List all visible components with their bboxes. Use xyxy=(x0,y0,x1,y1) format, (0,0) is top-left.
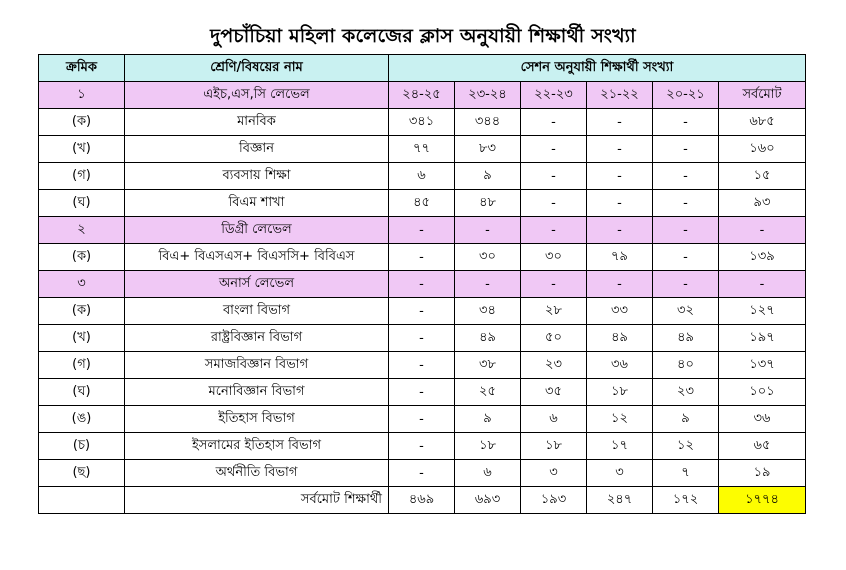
value-cell: ৬৫ xyxy=(719,433,806,460)
total-cell: ৪৬৯ xyxy=(389,487,455,514)
value-cell: ৩০ xyxy=(455,244,521,271)
value-cell: ৩৩ xyxy=(587,298,653,325)
total-cell: ১৯৩ xyxy=(521,487,587,514)
section-row xyxy=(39,271,806,298)
value-cell: ৩৬ xyxy=(587,352,653,379)
table-row xyxy=(39,406,806,433)
value-cell: ৯ xyxy=(653,406,719,433)
value-cell: ৩৪১ xyxy=(389,109,455,136)
value-cell: ৪৮ xyxy=(455,190,521,217)
value-cell: ২৩ xyxy=(521,352,587,379)
value-cell: - xyxy=(455,217,521,244)
value-cell: - xyxy=(389,352,455,379)
value-cell: ৯ xyxy=(455,406,521,433)
value-cell: ১৩৯ xyxy=(719,244,806,271)
value-cell: সর্বমোট xyxy=(719,82,806,109)
subject-cell: ডিগ্রী লেভেল xyxy=(125,217,389,244)
value-cell: - xyxy=(521,190,587,217)
value-cell: ২৩ xyxy=(653,379,719,406)
total-row xyxy=(39,487,806,514)
serial-cell: (চ) xyxy=(39,433,125,460)
sessions-header: সেশন অনুযায়ী শিক্ষার্থী সংখ্যা xyxy=(389,55,806,82)
value-cell: ৯ xyxy=(455,163,521,190)
value-cell: ২১-২২ xyxy=(587,82,653,109)
table-row xyxy=(39,109,806,136)
serial-cell: (খ) xyxy=(39,136,125,163)
value-cell: - xyxy=(653,136,719,163)
value-cell: ২০-২১ xyxy=(653,82,719,109)
serial-cell: (ছ) xyxy=(39,460,125,487)
subject-cell: অনার্স লেভেল xyxy=(125,271,389,298)
subject-cell: ইসলামের ইতিহাস বিভাগ xyxy=(125,433,389,460)
value-cell: ১২ xyxy=(653,433,719,460)
value-cell: ২৪-২৫ xyxy=(389,82,455,109)
subject-cell: বিজ্ঞান xyxy=(125,136,389,163)
value-cell: ১৩৭ xyxy=(719,352,806,379)
serial-cell: (ঘ) xyxy=(39,379,125,406)
value-cell: ৭ xyxy=(653,460,719,487)
serial-cell: (ঙ) xyxy=(39,406,125,433)
value-cell: ৯৩ xyxy=(719,190,806,217)
total-cell: ১৭২ xyxy=(653,487,719,514)
value-cell: ৩৪ xyxy=(455,298,521,325)
value-cell: - xyxy=(389,406,455,433)
value-cell: ১৫ xyxy=(719,163,806,190)
value-cell: - xyxy=(389,271,455,298)
serial-cell: ২ xyxy=(39,217,125,244)
value-cell: ১৮ xyxy=(455,433,521,460)
value-cell: ৮৩ xyxy=(455,136,521,163)
table-row xyxy=(39,136,806,163)
serial-cell: (ঘ) xyxy=(39,190,125,217)
empty-cell xyxy=(39,487,125,514)
subject-cell: ব্যবসায় শিক্ষা xyxy=(125,163,389,190)
table-row xyxy=(39,244,806,271)
table-row xyxy=(39,190,806,217)
value-cell: - xyxy=(587,190,653,217)
serial-cell: (ক) xyxy=(39,298,125,325)
value-cell: ৫০ xyxy=(521,325,587,352)
value-cell: ৬ xyxy=(389,163,455,190)
subject-cell: বিএ+ বিএসএস+ বিএসসি+ বিবিএস xyxy=(125,244,389,271)
subject-cell: ইতিহাস বিভাগ xyxy=(125,406,389,433)
subject-cell: বাংলা বিভাগ xyxy=(125,298,389,325)
serial-cell: (গ) xyxy=(39,352,125,379)
value-cell: - xyxy=(389,217,455,244)
value-cell: ১৭ xyxy=(587,433,653,460)
value-cell: - xyxy=(521,109,587,136)
serial-cell: (ক) xyxy=(39,109,125,136)
value-cell: - xyxy=(653,271,719,298)
value-cell: - xyxy=(587,109,653,136)
value-cell: ৩৫ xyxy=(521,379,587,406)
total-cell: ৬৯৩ xyxy=(455,487,521,514)
subject-cell: অর্থনীতি বিভাগ xyxy=(125,460,389,487)
value-cell: - xyxy=(653,163,719,190)
value-cell: ৪৯ xyxy=(455,325,521,352)
value-cell: ৪০ xyxy=(653,352,719,379)
subject-cell: সমাজবিজ্ঞান বিভাগ xyxy=(125,352,389,379)
value-cell: - xyxy=(587,163,653,190)
value-cell: - xyxy=(521,271,587,298)
value-cell: - xyxy=(455,271,521,298)
subject-cell: মনোবিজ্ঞান বিভাগ xyxy=(125,379,389,406)
value-cell: - xyxy=(719,271,806,298)
total-label: সর্বমোট শিক্ষার্থী xyxy=(125,487,389,514)
value-cell: ৭৯ xyxy=(587,244,653,271)
table-row xyxy=(39,460,806,487)
value-cell: ১২ xyxy=(587,406,653,433)
value-cell: ৬৮৫ xyxy=(719,109,806,136)
value-cell: - xyxy=(653,190,719,217)
value-cell: ৪৫ xyxy=(389,190,455,217)
table-row xyxy=(39,163,806,190)
value-cell: - xyxy=(389,460,455,487)
table-row xyxy=(39,325,806,352)
subject-cell: মানবিক xyxy=(125,109,389,136)
value-cell: ১৯ xyxy=(719,460,806,487)
value-cell: ৩৮ xyxy=(455,352,521,379)
value-cell: ২৩-২৪ xyxy=(455,82,521,109)
value-cell: ১৯৭ xyxy=(719,325,806,352)
serial-cell: (ক) xyxy=(39,244,125,271)
serial-cell: ৩ xyxy=(39,271,125,298)
value-cell: - xyxy=(587,271,653,298)
grand-total-cell: ১৭৭৪ xyxy=(719,487,806,514)
value-cell: - xyxy=(587,217,653,244)
value-cell: - xyxy=(389,379,455,406)
table-row xyxy=(39,433,806,460)
student-count-table xyxy=(38,54,806,514)
value-cell: ৬ xyxy=(521,406,587,433)
value-cell: - xyxy=(653,109,719,136)
value-cell: ৪৯ xyxy=(653,325,719,352)
value-cell: ২২-২৩ xyxy=(521,82,587,109)
value-cell: ২৮ xyxy=(521,298,587,325)
value-cell: - xyxy=(719,217,806,244)
total-cell: ২৪৭ xyxy=(587,487,653,514)
serial-cell: (খ) xyxy=(39,325,125,352)
subject-cell: এইচ,এস,সি লেভেল xyxy=(125,82,389,109)
section-row xyxy=(39,217,806,244)
value-cell: - xyxy=(389,298,455,325)
value-cell: ১০১ xyxy=(719,379,806,406)
serial-cell: ১ xyxy=(39,82,125,109)
value-cell: ৩২ xyxy=(653,298,719,325)
page-title: দুপচাঁচিয়া মহিলা কলেজের ক্লাস অনুযায়ী শিক্ষার্থী সংখ্যা xyxy=(210,25,636,47)
subject-cell: রাষ্ট্রবিজ্ঞান বিভাগ xyxy=(125,325,389,352)
value-cell: ৩ xyxy=(587,460,653,487)
value-cell: - xyxy=(389,244,455,271)
header-row xyxy=(39,55,806,82)
subject-header: শ্রেণি/বিষয়ের নাম xyxy=(125,55,389,82)
value-cell: ৩ xyxy=(521,460,587,487)
value-cell: - xyxy=(389,433,455,460)
value-cell: - xyxy=(521,136,587,163)
value-cell: - xyxy=(653,217,719,244)
value-cell: - xyxy=(521,217,587,244)
value-cell: - xyxy=(389,325,455,352)
value-cell: ৩৪৪ xyxy=(455,109,521,136)
value-cell: ৭৭ xyxy=(389,136,455,163)
value-cell: - xyxy=(587,136,653,163)
value-cell: ১৮ xyxy=(587,379,653,406)
serial-cell: (গ) xyxy=(39,163,125,190)
table-row xyxy=(39,298,806,325)
value-cell: ৩৬ xyxy=(719,406,806,433)
value-cell: - xyxy=(521,163,587,190)
table-row xyxy=(39,352,806,379)
table-row xyxy=(39,379,806,406)
subject-cell: বিএম শাখা xyxy=(125,190,389,217)
value-cell: - xyxy=(653,244,719,271)
value-cell: ৩০ xyxy=(521,244,587,271)
value-cell: ৬ xyxy=(455,460,521,487)
value-cell: ২৫ xyxy=(455,379,521,406)
section-row xyxy=(39,82,806,109)
value-cell: ১২৭ xyxy=(719,298,806,325)
value-cell: ১৮ xyxy=(521,433,587,460)
value-cell: ১৬০ xyxy=(719,136,806,163)
value-cell: ৪৯ xyxy=(587,325,653,352)
serial-header: ক্রমিক xyxy=(39,55,125,82)
